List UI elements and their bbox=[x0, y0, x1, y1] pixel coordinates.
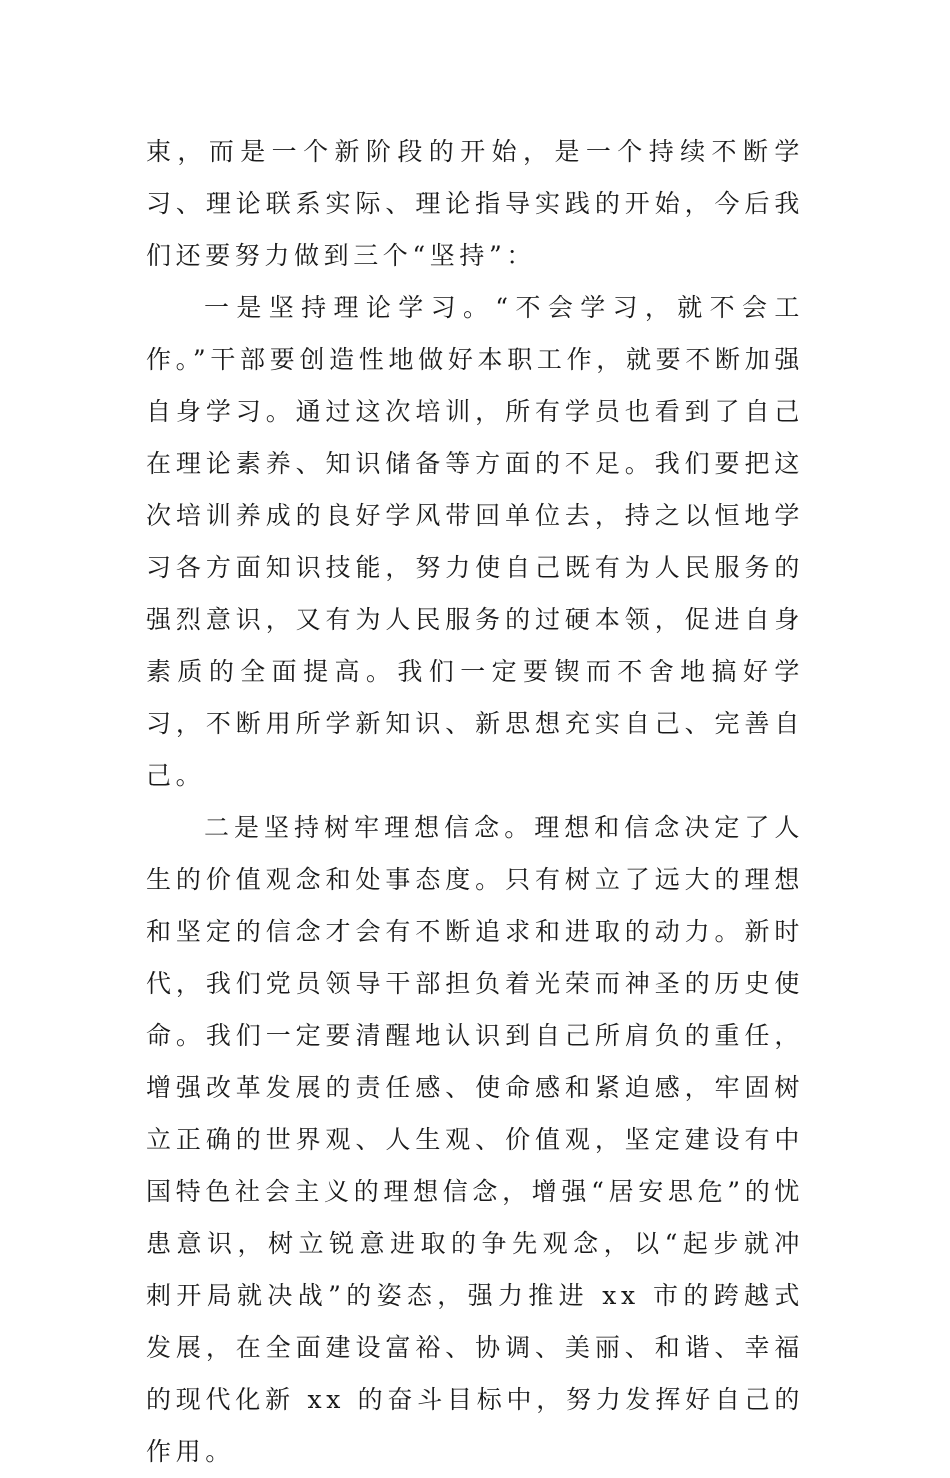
paragraph-continuation: 束，而是一个新阶段的开始，是一个持续不断学习、理论联系实际、理论指导实践的开始，今后我们还要努力做到三个“坚持”： bbox=[146, 137, 804, 270]
paragraph-ideals-beliefs: 二是坚持树牢理想信念。理想和信念决定了人生的价值观念和处事态度。只有树立了远大的理想和坚定的信念才会有不断追求和进取的动力。新时代，我们党员领导干部担负着光荣而神圣的历史使命。我们一定要清醒地认识到自己所肩负的重任，增强改革发展的责任感、使命感和紧迫感，牢固树立正确的世界观、人生观、价值观，坚定建设有中国特色社会主义的理想信念，增强“居安思危”的忧患意识，树立锐意进取的争先观念，以“起步就冲刺开局就决战”的姿态，强力推进 xx 市的跨越式发展，在全面建设富裕、协调、美丽、和谐、幸福的现代化新 xx 的奋斗目标中，努力发挥好自己的作用。 bbox=[146, 813, 804, 1466]
paragraph-theory-study: 一是坚持理论学习。“不会学习，就不会工作。”干部要创造性地做好本职工作，就要不断加强自身学习。通过这次培训，所有学员也看到了自己在理论素养、知识储备等方面的不足。我们要把这次培训养成的良好学风带回单位去，持之以恒地学习各方面知识技能，努力使自己既有为人民服务的强烈意识，又有为人民服务的过硬本领，促进自身素质的全面提高。我们一定要锲而不舍地搞好学习，不断用所学新知识、新思想充实自己、完善自己。 bbox=[146, 293, 804, 790]
document-body bbox=[146, 126, 804, 1478]
